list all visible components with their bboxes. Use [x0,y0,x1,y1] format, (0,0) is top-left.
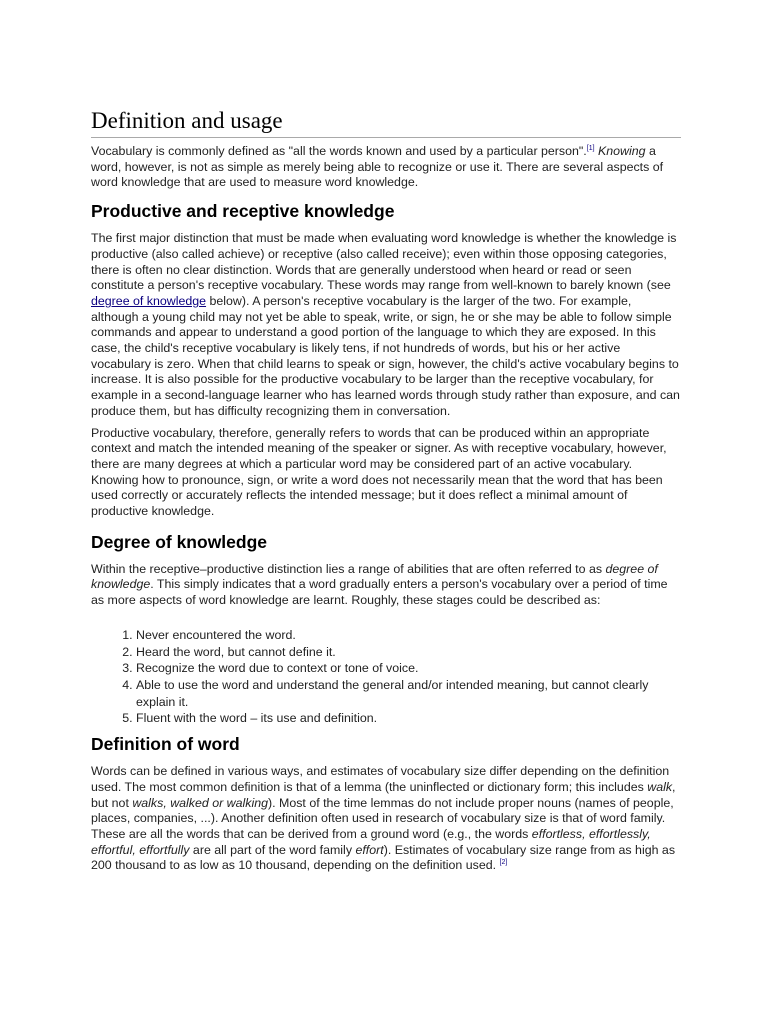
list-item: 3. Recognize the word due to context or tone of voice. [136,660,681,677]
article-body [91,106,681,880]
definition-paragraph [91,764,681,874]
intro-paragraph [91,144,681,191]
intro-text: Vocabulary is commonly defined as "all the words known and used by a particular person". [91,144,587,158]
degree-heading: Degree of knowledge [91,531,268,552]
degree-emphasis: degree of knowledge [91,561,658,592]
paragraph-text: Words can be defined in various ways, and estimates of vocabulary size differ depending on the definition used. The most common definition is that of a lemma (the uninflected or dictionary form; this includes [91,764,670,794]
paragraph-text: are all part of the word family [189,842,356,857]
paragraph-text: . This simply indicates that a word gradually enters a person's vocabulary over a period of time as more aspects of word knowledge are learnt. Roughly, these stages could be described as: [91,577,668,608]
intro-emphasis: Knowing [598,144,646,158]
paragraph-text: The first major distinction that must be made when evaluating word knowledge is whether the knowledge is productive (also called achieve) or receptive (also called receive); even within those opposing categories, there is often no clear distinction. Words that are generally understood when heard or read or seen constitute a person's receptive vocabulary. These words may range from well-known to barely known (see [91,231,677,293]
paragraph-text: Within the receptive–productive distinction lies a range of abilities that are often referred to as [91,561,606,576]
paragraph-text: ). Most of the time lemmas do not include proper nouns (names of people, places, companies, ...). Another definition often used in research of vocabulary size is that of word family. These are all the words that can be derived from a ground word (e.g., the words [91,795,674,841]
definition-heading: Definition of word [91,734,240,755]
paragraph-text: below). A person's receptive vocabulary is the larger of the two. For example, although a young child may not yet be able to speak, write, or sign, he or she may be able to follow simple commands and appear to understand a good portion of the language to which they are exposed. In this case, the child's receptive vocabulary is likely tens, if not hundreds of words, but his or her active vocabulary is zero. When that child learns to speak or sign, however, the child's active vocabulary begins to increase. It is also possible for the productive vocabulary to be larger than the receptive vocabulary, for example in a second-language learner who has learned words through study rather than exposure, and can produce them, but has difficulty recognizing them in conversation. [91,293,680,418]
degree-paragraph [91,562,681,609]
paragraph-text: , but not [91,779,676,810]
degree-of-knowledge-link[interactable]: degree of knowledge [91,293,207,308]
citation-link-1[interactable]: [1] [586,144,595,152]
productive-paragraph-2: Productive vocabulary, therefore, generally refers to words that can be produced within an appropriate context and match the intended meaning of the speaker or signer. As with receptive vocabulary, however, there are many degrees at which a particular word may be considered part of an active vocabulary. Knowing how to pronounce, sign, or write a word does not necessarily mean that the word that has been used correctly or accurately reflects the intended message; but it does reflect a minimal amount of productive knowledge. [91,425,667,519]
example-emphasis: walk [647,779,673,794]
example-emphasis: effort [355,842,384,857]
list-item: 4. Able to use the word and understand the general and/or intended meaning, but cannot clearly explain it. [136,677,681,710]
example-emphasis: effortless, effortlessly, effortful, effortfully [91,826,651,857]
intro-text-cont: a word, however, is not as simple as merely being able to recognize or use it. There are several aspects of word knowledge that are used to measure word knowledge. [91,144,664,190]
stages-list [91,627,681,727]
list-item: 5. Fluent with the word – its use and definition. [136,710,681,727]
productive-paragraph-1 [91,231,681,419]
example-emphasis: walks, walked or walking [132,795,269,810]
productive-heading: Productive and receptive knowledge [91,201,395,222]
list-item: 1. Never encountered the word. [136,627,681,644]
citation-link-2[interactable]: [2] [499,859,508,867]
list-item: 2. Heard the word, but cannot define it. [136,644,681,661]
paragraph-text: ). Estimates of vocabulary size range from as high as 200 thousand to as low as 10 thousand, depending on the definition used. [91,842,676,873]
section-title: Definition and usage [91,106,681,138]
